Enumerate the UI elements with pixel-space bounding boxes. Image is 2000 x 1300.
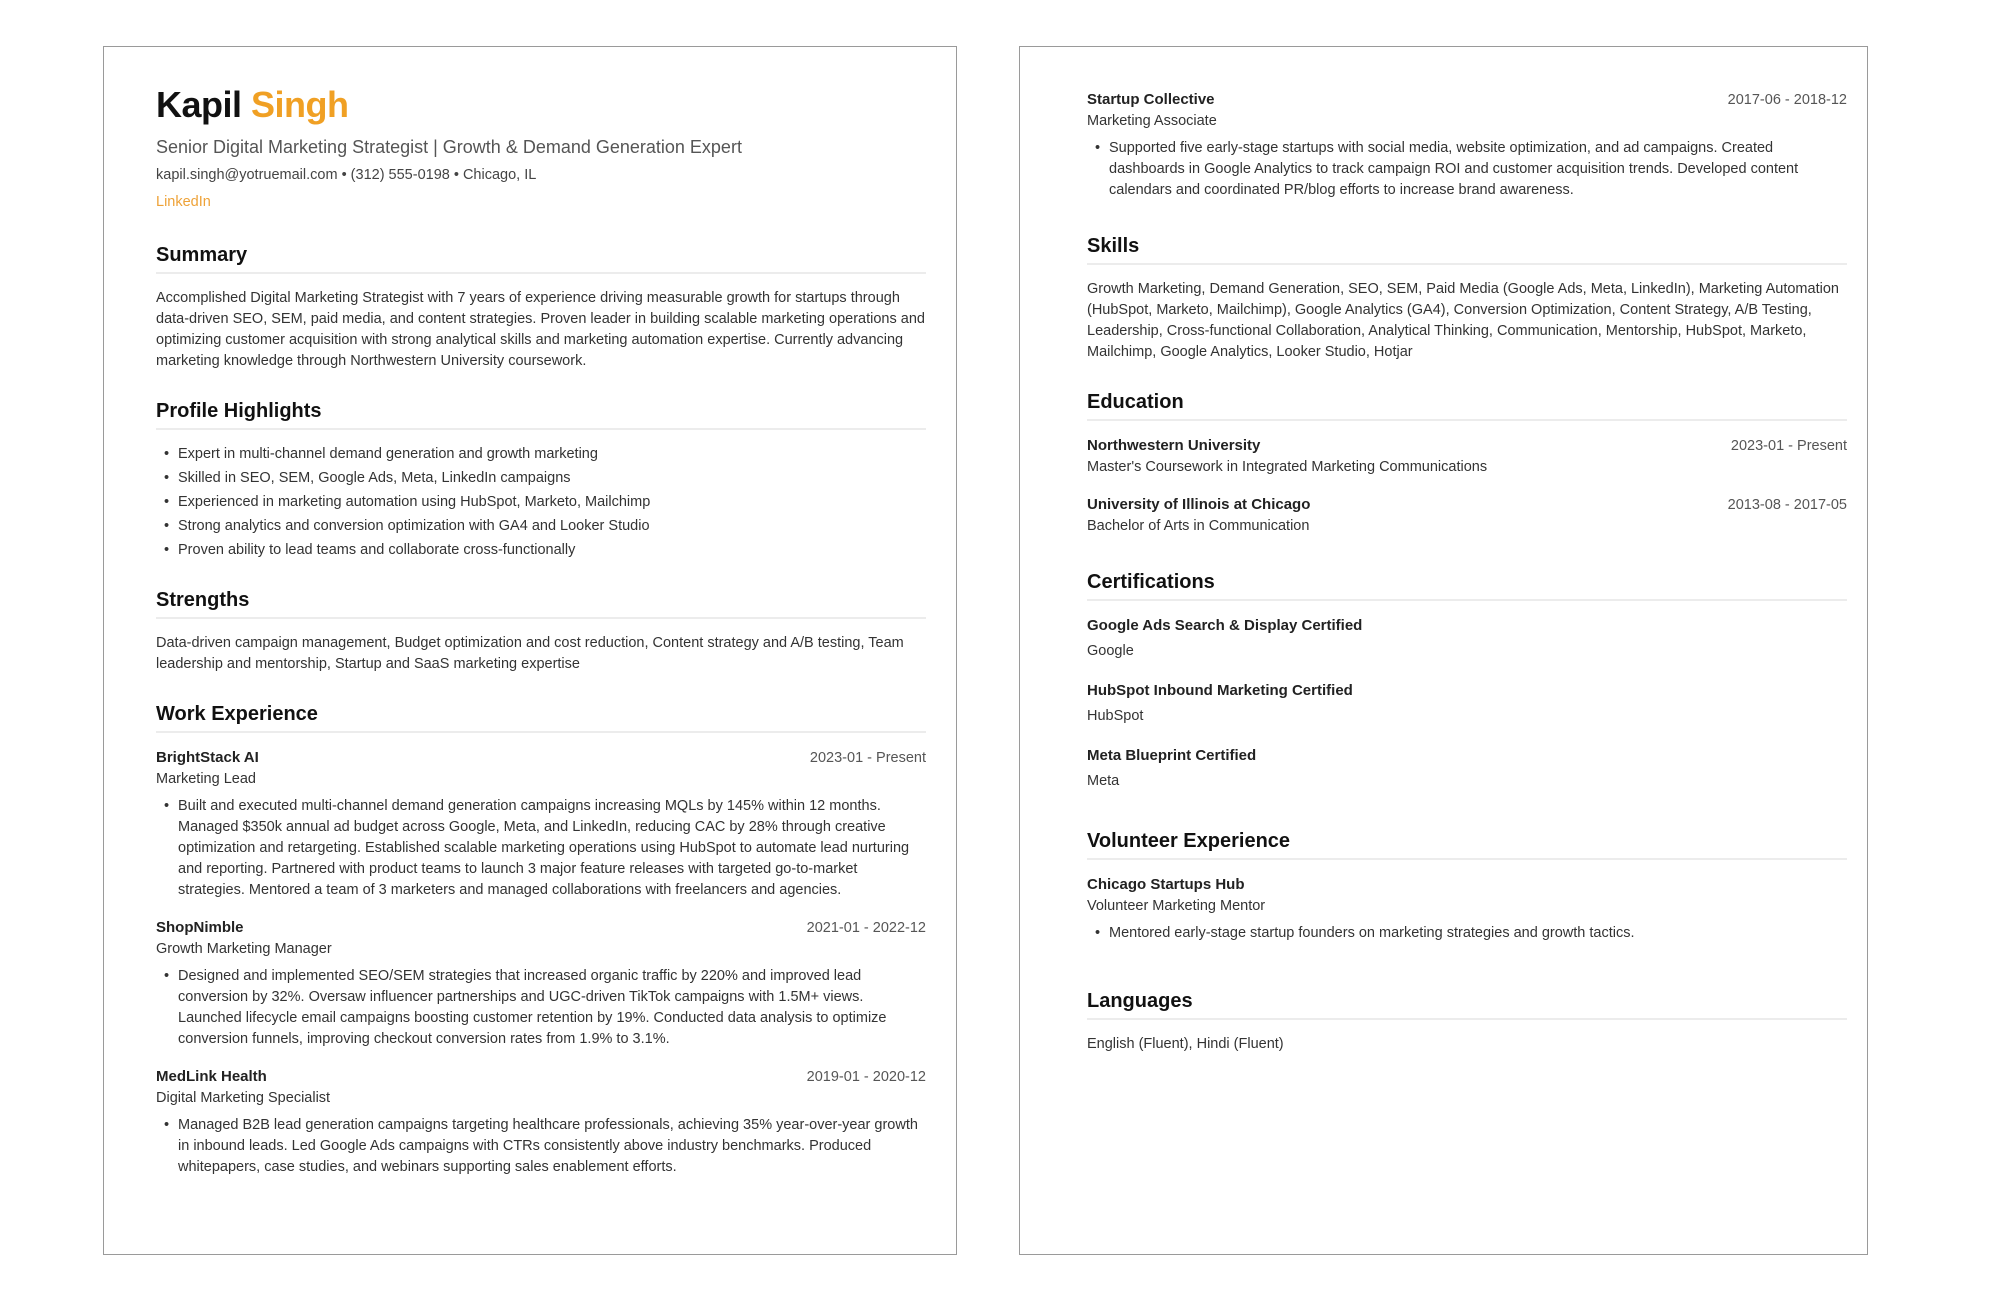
date-range: 2013-08 - 2017-05 [1727, 497, 1847, 513]
list-item: • Strong analytics and conversion optimization with GA4 and Looker Studio [164, 516, 926, 537]
first-name: Kapil [156, 84, 242, 125]
job-title: Digital Marketing Specialist [156, 1090, 331, 1106]
work-entry [1087, 89, 1847, 201]
school-name: University of Illinois at Chicago [1087, 496, 1311, 513]
date-range: 2023-01 - Present [809, 750, 926, 766]
last-name: Singh [251, 84, 349, 125]
company-name: BrightStack AI [156, 749, 259, 766]
list-item: • Supported five early-stage startups with social media, website optimization, and ad campaigns. Created dashboards in Google Analytics to track campaign ROI and customer acquisition trends. Developed content calendars and coordinated PR/blog efforts to increase brand awareness. [1095, 138, 1847, 201]
date-range: 2021-01 - 2022-12 [806, 920, 926, 936]
highlights-section [156, 398, 926, 561]
contact-line: kapil.singh@yotruemail.com • (312) 555-0198 • Chicago, IL [156, 167, 537, 183]
volunteer-role: Volunteer Marketing Mentor [1087, 898, 1266, 914]
languages-section [1087, 988, 1847, 1055]
certification-issuer: Meta [1087, 773, 1120, 789]
list-item: • Experienced in marketing automation using HubSpot, Marketo, Mailchimp [164, 492, 926, 513]
date-range: 2017-06 - 2018-12 [1727, 92, 1847, 108]
certification-name: HubSpot Inbound Marketing Certified [1087, 682, 1353, 699]
section-title-strengths: Strengths [156, 587, 926, 619]
summary-text: Accomplished Digital Marketing Strategist with 7 years of experience driving measurable growth for startups through data-driven SEO, SEM, paid media, and content strategies. Proven leader in building scalable marketing operations and optimizing customer acquisition with strong analytical skills and marketing automation expertise. Currently advancing marketing knowledge through Northwestern University coursework. [156, 290, 925, 369]
resume-page-2 [1019, 46, 1868, 1255]
section-title-work: Work Experience [156, 701, 926, 733]
education-entry [1087, 435, 1847, 478]
list-item: • Proven ability to lead teams and collaborate cross-functionally [164, 540, 926, 561]
section-title-certifications: Certifications [1087, 569, 1847, 601]
certification-issuer: Google [1087, 643, 1134, 659]
section-title-volunteer: Volunteer Experience [1087, 828, 1847, 860]
degree: Bachelor of Arts in Communication [1087, 518, 1310, 534]
list-item: • Mentored early-stage startup founders on marketing strategies and growth tactics. [1095, 923, 1847, 944]
page-2-content [1087, 89, 1847, 1055]
certification-entry [1087, 745, 1847, 792]
date-range: 2019-01 - 2020-12 [806, 1069, 926, 1085]
company-name: MedLink Health [156, 1068, 267, 1085]
company-name: ShopNimble [156, 919, 244, 936]
linkedin-link[interactable]: LinkedIn [156, 194, 211, 210]
education-section [1087, 389, 1847, 537]
job-title: Marketing Lead [156, 771, 256, 787]
certification-name: Google Ads Search & Display Certified [1087, 617, 1363, 634]
list-item: • Expert in multi-channel demand generation and growth marketing [164, 444, 926, 465]
list-item: • Built and executed multi-channel demand generation campaigns increasing MQLs by 145% within 12 months. Managed $350k annual ad budget across Google, Meta, and LinkedIn, reducing CAC by 28% through creative optimization and retargeting. Established scalable marketing operations using HubSpot to automate lead nurturing and reporting. Partnered with product teams to launch 3 major feature releases with targeted go-to-market strategies. Mentored a team of 3 marketers and managed collaborations with freelancers and agencies. [164, 796, 926, 901]
strengths-section [156, 587, 926, 675]
organization-name: Chicago Startups Hub [1087, 876, 1245, 893]
job-title: Growth Marketing Manager [156, 941, 332, 957]
job-title: Marketing Associate [1087, 113, 1217, 129]
section-title-languages: Languages [1087, 988, 1847, 1020]
resume-page-1 [103, 46, 957, 1255]
skills-text: Growth Marketing, Demand Generation, SEO, SEM, Paid Media (Google Ads, Meta, LinkedIn), Marketing Automation (HubSpot, Marketo, Mailchimp), Google Analytics (GA4), Conversion Optimization, Content Strategy, A/B Testing, Leadership, Cross-functional Collaboration, Analytical Thinking, Communication, Mentorship, HubSpot, Marketo, Mailchimp, Google Analytics, Looker Studio, Hotjar [1087, 281, 1839, 360]
volunteer-section [1087, 828, 1847, 944]
section-title-education: Education [1087, 389, 1847, 421]
certification-entry [1087, 615, 1847, 662]
certification-name: Meta Blueprint Certified [1087, 747, 1257, 764]
list-item: • Skilled in SEO, SEM, Google Ads, Meta, LinkedIn campaigns [164, 468, 926, 489]
section-title-skills: Skills [1087, 233, 1847, 265]
education-entry [1087, 494, 1847, 537]
work-entry [156, 917, 926, 1050]
candidate-name [156, 83, 926, 127]
section-title-summary: Summary [156, 242, 926, 274]
certification-entry [1087, 680, 1847, 727]
list-item: • Designed and implemented SEO/SEM strategies that increased organic traffic by 220% and improved lead conversion by 32%. Oversaw influencer partnerships and UGC-driven TikTok campaigns with 1.5M+ views. Launched lifecycle email campaigns boosting customer retention by 19%. Conducted data analysis to optimize conversion funnels, improving checkout conversion rates from 1.9% to 3.1%. [164, 966, 926, 1050]
page-1-content [156, 83, 926, 1194]
summary-section [156, 242, 926, 372]
section-title-highlights: Profile Highlights [156, 398, 926, 430]
company-name: Startup Collective [1087, 91, 1215, 108]
headline: Senior Digital Marketing Strategist | Growth & Demand Generation Expert [156, 137, 742, 157]
certifications-section [1087, 569, 1847, 792]
school-name: Northwestern University [1087, 437, 1261, 454]
highlights-list [156, 444, 926, 561]
volunteer-entry [1087, 874, 1847, 944]
certification-issuer: HubSpot [1087, 708, 1144, 724]
languages-text: English (Fluent), Hindi (Fluent) [1087, 1036, 1284, 1052]
strengths-text: Data-driven campaign management, Budget optimization and cost reduction, Content strategy and A/B testing, Team leadership and mentorship, Startup and SaaS marketing expertise [156, 635, 904, 672]
work-entry [156, 747, 926, 901]
work-entry [156, 1066, 926, 1178]
skills-section [1087, 233, 1847, 363]
date-range: 2023-01 - Present [1730, 438, 1847, 454]
work-section [156, 701, 926, 1178]
list-item: • Managed B2B lead generation campaigns targeting healthcare professionals, achieving 35% year-over-year growth in inbound leads. Led Google Ads campaigns with CTRs consistently above industry benchmarks. Produced whitepapers, case studies, and webinars supporting sales enablement efforts. [164, 1115, 926, 1178]
degree: Master's Coursework in Integrated Marketing Communications [1087, 459, 1488, 475]
